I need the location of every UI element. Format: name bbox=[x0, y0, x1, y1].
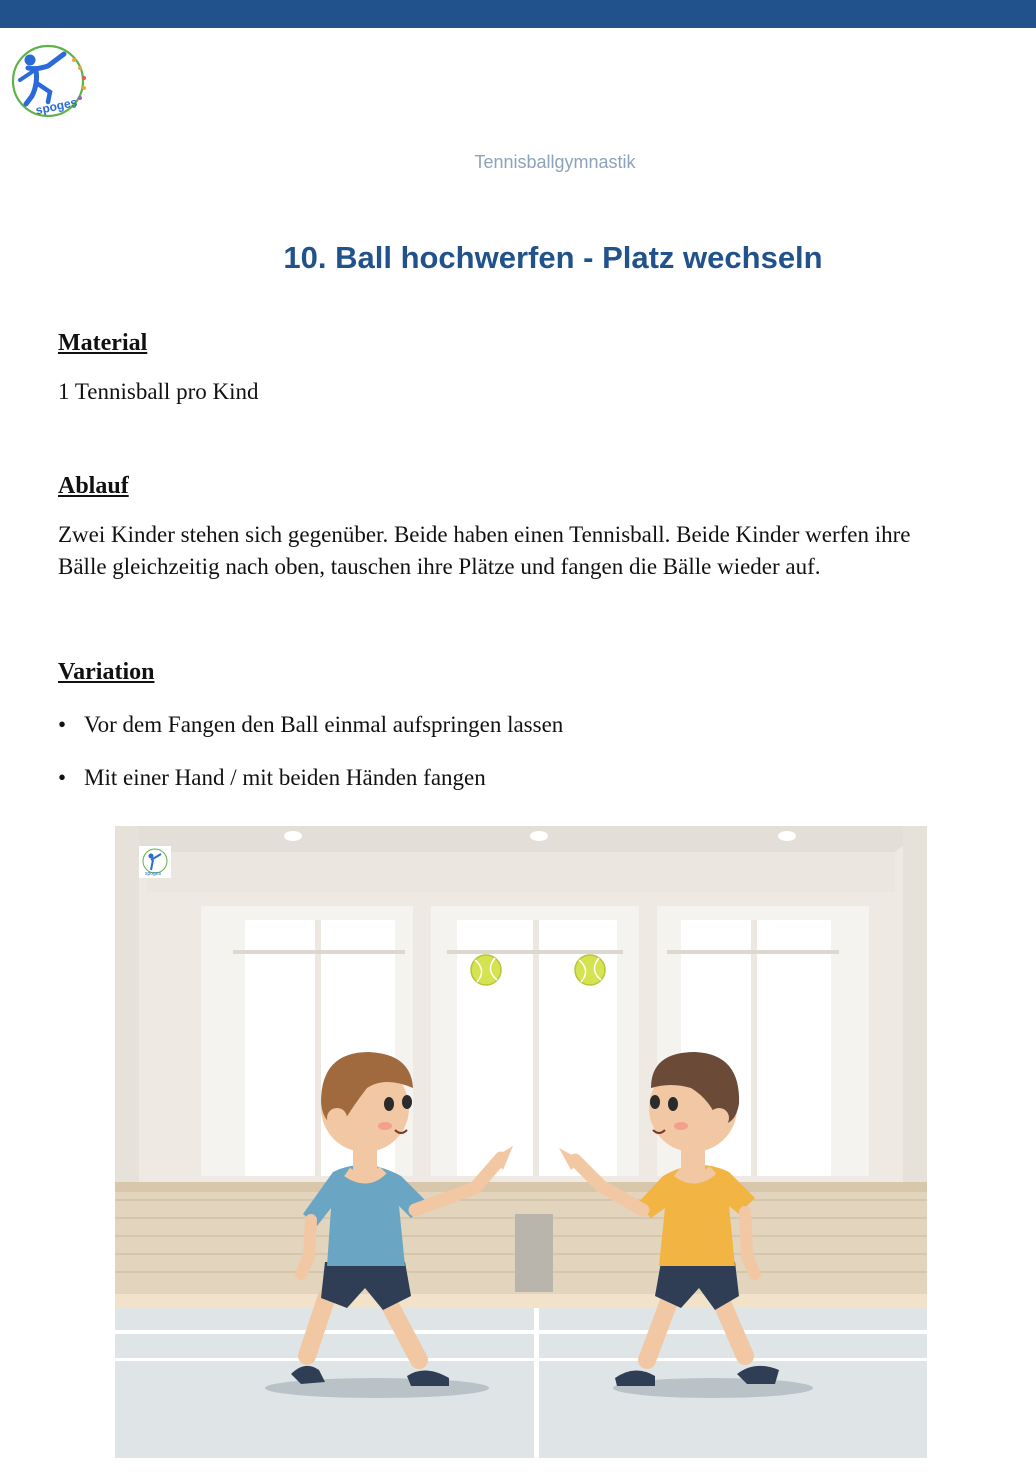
ablauf-heading: Ablauf bbox=[58, 473, 129, 499]
ablauf-line-1: Zwei Kinder stehen sich gegenüber. Beide haben einen Tennisball. Beide Kinder werfen ihre bbox=[58, 522, 911, 547]
svg-text:spoges: spoges bbox=[145, 871, 162, 877]
material-text: 1 Tennisball pro Kind bbox=[58, 379, 259, 404]
material-heading: Material bbox=[58, 330, 148, 356]
page-title: 10. Ball hochwerfen - Platz wechseln bbox=[283, 240, 823, 275]
ablauf-line-2: Bälle gleichzeitig nach oben, tauschen ihre Plätze und fangen die Bälle wieder auf. bbox=[58, 554, 821, 579]
tennis-ball bbox=[575, 955, 605, 985]
document-kicker: Tennisballgymnastik bbox=[474, 152, 636, 172]
top-bar bbox=[0, 0, 1036, 28]
spoges-logo bbox=[8, 40, 96, 124]
variation-item-text: Mit einer Hand / mit beiden Händen fangen bbox=[84, 765, 486, 790]
tennis-ball bbox=[471, 955, 501, 985]
variation-heading: Variation bbox=[58, 659, 155, 685]
bullet-icon: • bbox=[58, 765, 67, 790]
bullet-icon: • bbox=[58, 712, 67, 737]
svg-text:spoges: spoges bbox=[34, 94, 79, 118]
variation-item-text: Vor dem Fangen den Ball einmal aufspringen lassen bbox=[84, 712, 564, 737]
illustration-kids-throwing-balls bbox=[115, 826, 927, 1458]
